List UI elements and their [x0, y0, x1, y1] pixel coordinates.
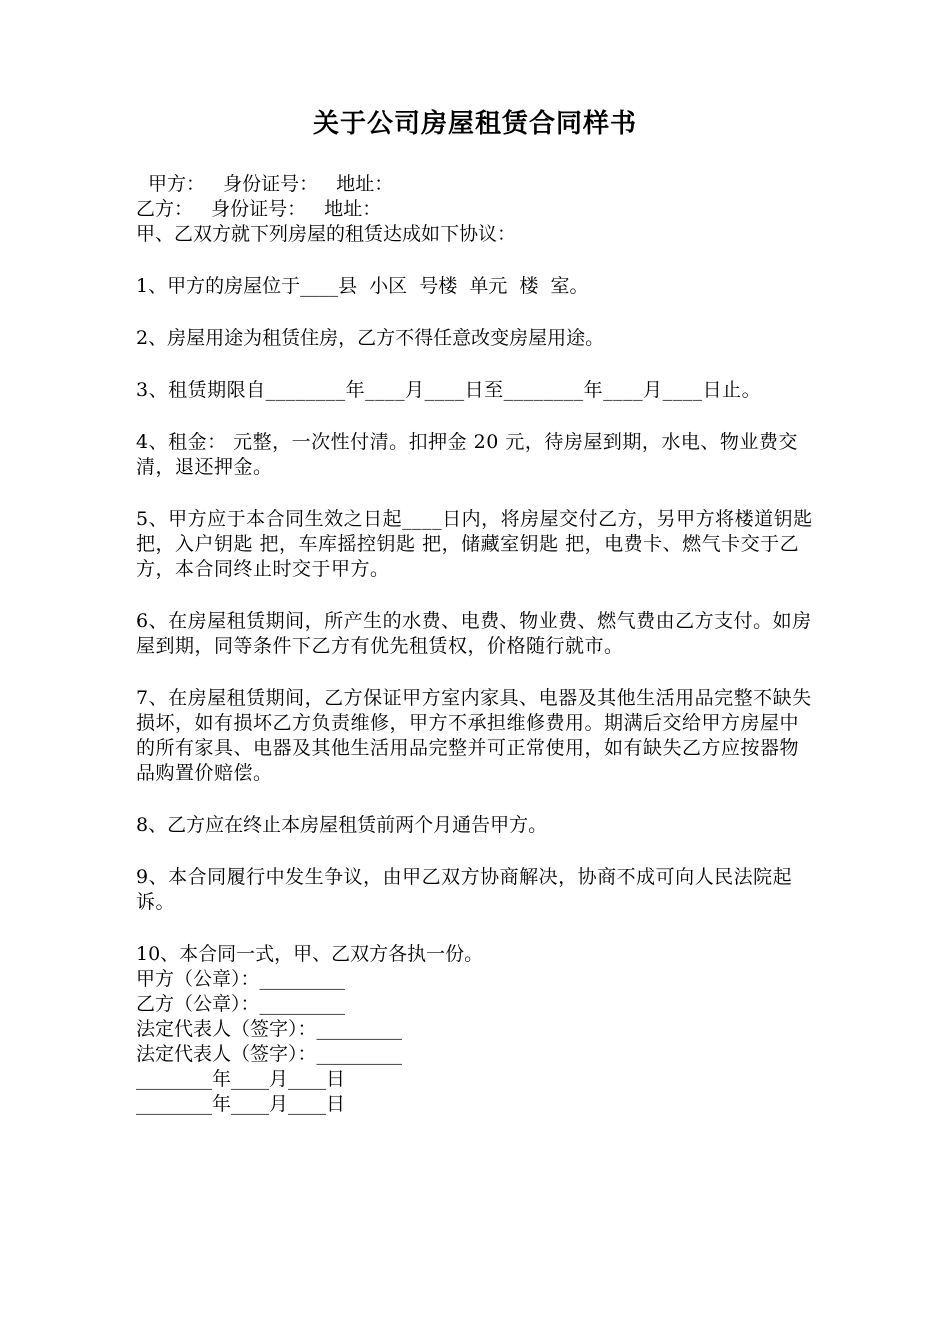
legal-rep-signature-line-b: 法定代表人（签字）：_________ [136, 1043, 403, 1065]
clause-8: 8、乙方应在终止本房屋租赁前两个月通告甲方。 [136, 814, 548, 836]
party-a-seal-line: 甲方（公章）：_________ [136, 968, 346, 990]
clause-2: 2、房屋用途为租赁住房，乙方不得任意改变房屋用途。 [136, 327, 605, 349]
date-line-a: ________年____月____日 [136, 1068, 346, 1090]
party-b-line: 乙方： 身份证号： 地址： [136, 198, 382, 220]
party-a-line: 甲方： 身份证号： 地址： [148, 173, 394, 195]
clause-3: 3、租赁期限自________年____月____日至________年____月____日止。 [136, 379, 762, 401]
clause-9: 9、本合同履行中发生争议，由甲乙双方协商解决，协商不成可向人民法院起诉。 [136, 866, 793, 913]
party-b-seal-line: 乙方（公章）：_________ [136, 993, 346, 1015]
clause-10: 10、本合同一式，甲、乙双方各执一份。 [136, 943, 484, 965]
document-body [136, 172, 816, 1117]
clause-5: 5、甲方应于本合同生效之日起____日内，将房屋交付乙方，另甲方将楼道钥匙 把，入户钥匙 把，车库摇控钥匙 把，储藏室钥匙 把，电费卡、燃气卡交于乙方，本合同终止时交于甲方。 [136, 508, 813, 580]
clause-7: 7、在房屋租赁期间，乙方保证甲方室内家具、电器及其他生活用品完整不缺失损坏，如有损坏乙方负责维修，甲方不承担维修费用。期满后交给甲方房屋中的所有家具、电器及其他生活用品完整并可正常使用，如有缺失乙方应按器物品购置价赔偿。 [136, 687, 812, 784]
clause-1: 1、甲方的房屋位于____县 小区 号楼 单元 楼 室。 [136, 275, 589, 297]
clause-4: 4、租金： 元整，一次性付清。扣押金 20 元，待房屋到期，水电、物业费交清，退还押金。 [136, 431, 798, 478]
document-title: 关于公司房屋租赁合同样书 [312, 109, 637, 139]
legal-rep-signature-line-a: 法定代表人（签字）：_________ [136, 1018, 403, 1040]
date-line-b: ________年____月____日 [136, 1093, 346, 1115]
agreement-intro: 甲、乙双方就下列房屋的租赁达成如下协议： [136, 223, 517, 245]
clause-6: 6、在房屋租赁期间，所产生的水费、电费、物业费、燃气费由乙方支付。如房屋到期，同等条件下乙方有优先租赁权，价格随行就市。 [136, 610, 812, 657]
